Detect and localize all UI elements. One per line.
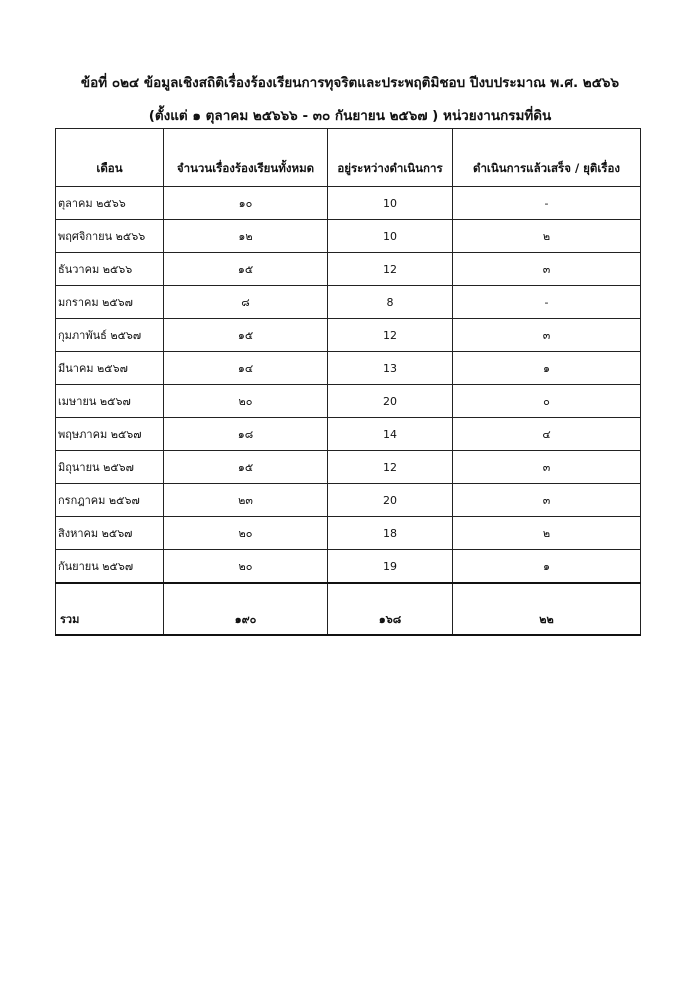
- row-completed: ๓: [453, 319, 641, 352]
- row-month: ธันวาคม ๒๕๖๖: [56, 253, 164, 286]
- complaint-statistics-table: [55, 128, 641, 636]
- row-month: มกราคม ๒๕๖๗: [56, 286, 164, 319]
- row-completed: ๑: [453, 352, 641, 385]
- row-month: เมษายน ๒๕๖๗: [56, 385, 164, 418]
- row-total: ๑๐: [164, 187, 328, 220]
- total-label: รวม: [56, 583, 164, 635]
- table-row: [56, 517, 641, 550]
- row-month: พฤศจิกายน ๒๕๖๖: [56, 220, 164, 253]
- row-completed: -: [453, 187, 641, 220]
- completed-sum: ๒๒: [453, 583, 641, 635]
- row-total: ๑๕: [164, 319, 328, 352]
- total-complaints-sum: ๑๙๐: [164, 583, 328, 635]
- row-month: พฤษภาคม ๒๕๖๗: [56, 418, 164, 451]
- row-month: กุมภาพันธ์ ๒๕๖๗: [56, 319, 164, 352]
- header-completed: ดำเนินการแล้วเสร็จ / ยุติเรื่อง: [453, 129, 641, 187]
- table-row: [56, 352, 641, 385]
- row-month: มีนาคม ๒๕๖๗: [56, 352, 164, 385]
- row-in-progress: 8: [328, 286, 453, 319]
- header-in-progress: อยู่ระหว่างดำเนินการ: [328, 129, 453, 187]
- table-row: [56, 187, 641, 220]
- row-total: ๒๐: [164, 517, 328, 550]
- table-row: [56, 220, 641, 253]
- in-progress-sum: ๑๖๘: [328, 583, 453, 635]
- row-completed: ๒: [453, 517, 641, 550]
- row-month: สิงหาคม ๒๕๖๗: [56, 517, 164, 550]
- row-completed: ๓: [453, 451, 641, 484]
- row-total: ๒๐: [164, 385, 328, 418]
- document-subtitle: (ตั้งแต่ ๑ ตุลาคม ๒๕๖๖๖ - ๓๐ กันยายน ๒๕๖๗ ) หน่วยงานกรมที่ดิน: [148, 108, 552, 124]
- row-in-progress: 10: [328, 187, 453, 220]
- row-completed: ๔: [453, 418, 641, 451]
- row-in-progress: 14: [328, 418, 453, 451]
- row-completed: -: [453, 286, 641, 319]
- table-header-row: [56, 129, 641, 187]
- row-month: กรกฎาคม ๒๕๖๗: [56, 484, 164, 517]
- row-month: ตุลาคม ๒๕๖๖: [56, 187, 164, 220]
- row-in-progress: 12: [328, 451, 453, 484]
- row-total: ๒๓: [164, 484, 328, 517]
- row-month: กันยายน ๒๕๖๗: [56, 550, 164, 584]
- table-row: [56, 484, 641, 517]
- table-row: [56, 550, 641, 584]
- row-completed: ๒: [453, 220, 641, 253]
- row-in-progress: 13: [328, 352, 453, 385]
- row-in-progress: 20: [328, 385, 453, 418]
- row-completed: ๐: [453, 385, 641, 418]
- row-completed: ๓: [453, 484, 641, 517]
- row-total: ๑๔: [164, 352, 328, 385]
- table-row: [56, 451, 641, 484]
- row-completed: ๑: [453, 550, 641, 584]
- table-row: [56, 286, 641, 319]
- row-total: ๑๕: [164, 451, 328, 484]
- row-completed: ๓: [453, 253, 641, 286]
- row-in-progress: 18: [328, 517, 453, 550]
- row-in-progress: 19: [328, 550, 453, 584]
- row-total: ๑๒: [164, 220, 328, 253]
- row-in-progress: 10: [328, 220, 453, 253]
- header-month: เดือน: [56, 129, 164, 187]
- row-in-progress: 12: [328, 319, 453, 352]
- row-total: ๘: [164, 286, 328, 319]
- row-in-progress: 20: [328, 484, 453, 517]
- row-in-progress: 12: [328, 253, 453, 286]
- table-row: [56, 418, 641, 451]
- row-total: ๑๘: [164, 418, 328, 451]
- document-title: ข้อที่ ๐๒๔ ข้อมูลเชิงสถิติเรื่องร้องเรียนการทุจริตและประพฤติมิชอบ ปีงบประมาณ พ.ศ. ๒๕๖๖: [80, 75, 620, 91]
- header-total-complaints: จำนวนเรื่องร้องเรียนทั้งหมด: [164, 129, 328, 187]
- row-total: ๒๐: [164, 550, 328, 584]
- row-total: ๑๕: [164, 253, 328, 286]
- table-row: [56, 319, 641, 352]
- table-row: [56, 385, 641, 418]
- table-row: [56, 253, 641, 286]
- table-total-row: [56, 583, 641, 635]
- row-month: มิถุนายน ๒๕๖๗: [56, 451, 164, 484]
